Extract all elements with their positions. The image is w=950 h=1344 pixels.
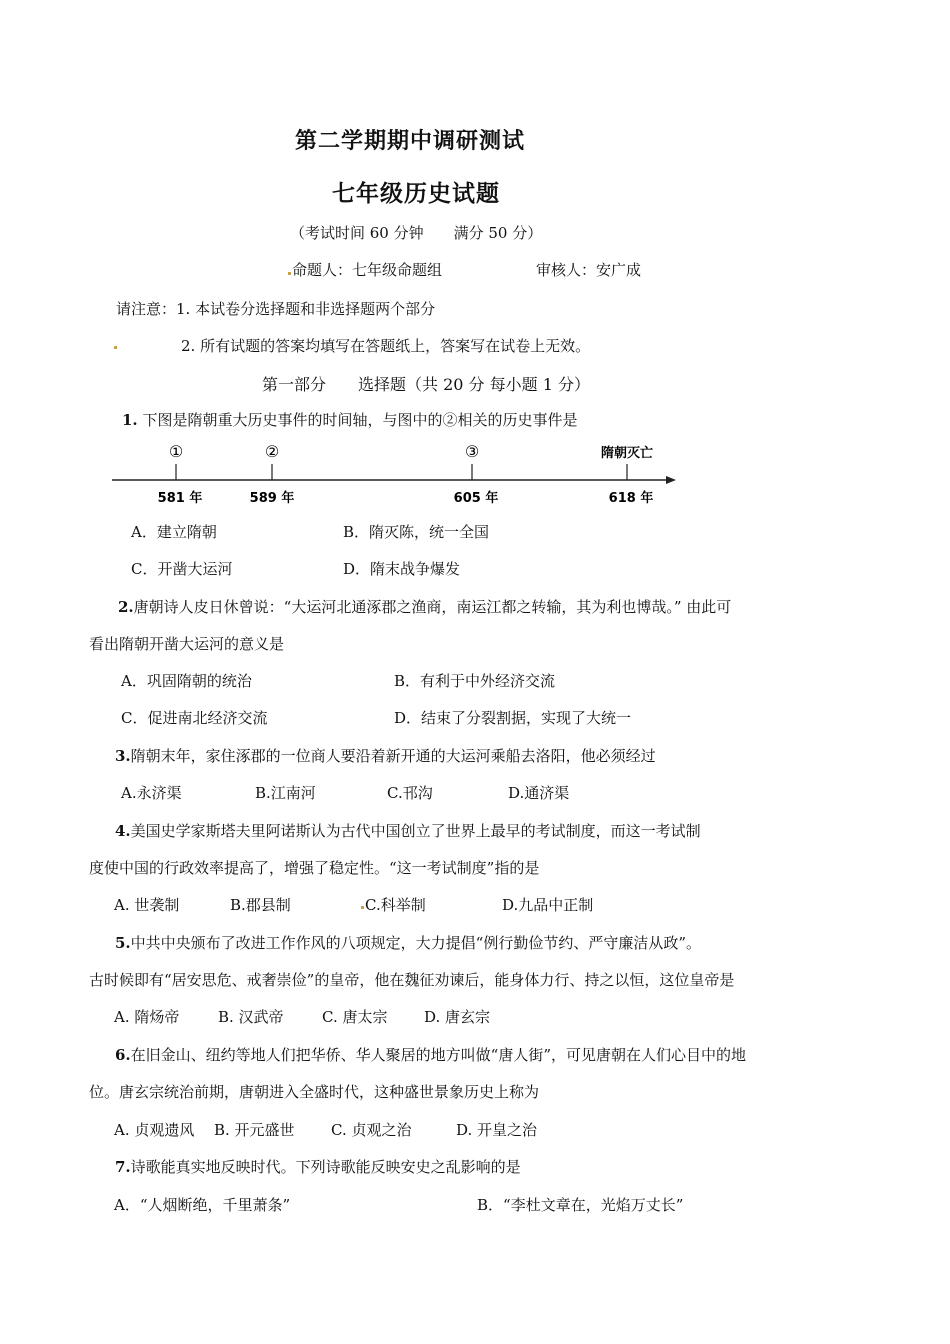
year-2: 589 年	[249, 491, 295, 506]
speck-mark	[114, 346, 117, 349]
question-number: 7.	[115, 1158, 131, 1176]
question-text: 中共中央颁布了改进工作作风的八项规定，大力提倡“例行勤俭节约、严守廉洁从政”。	[130, 934, 702, 952]
option-5b: B. 汉武帝	[218, 1008, 284, 1026]
option-5d: D. 唐玄宗	[424, 1008, 491, 1026]
option-4c: C.科举制	[365, 896, 426, 914]
question-6-stem-cont: 位。唐玄宗统治前期，唐朝进入全盛时代，这种盛世景象历史上称为	[89, 1083, 540, 1101]
question-text: 在旧金山、纽约等地人们把华侨、华人聚居的地方叫做“唐人街”，可见唐朝在人们心目中的地	[130, 1046, 747, 1064]
section-heading: 第一部分 选择题（共 20 分 每小题 1 分）	[262, 375, 590, 394]
question-text: 美国史学家斯塔夫里阿诺斯认为古代中国创立了世界上最早的考试制度，而这一考试制	[130, 822, 701, 840]
speck-mark	[361, 906, 364, 909]
option-6b: B. 开元盛世	[214, 1121, 295, 1139]
question-2-stem-cont: 看出隋朝开凿大运河的意义是	[89, 635, 285, 653]
question-1-stem	[122, 409, 577, 430]
option-2b: B．有利于中外经济交流	[394, 672, 556, 690]
marker-1: ①	[168, 442, 184, 461]
marker-3: ③	[464, 442, 480, 461]
option-5a: A. 隋炀帝	[114, 1008, 180, 1026]
question-number: 1.	[122, 411, 138, 429]
year-4: 618 年	[608, 491, 654, 506]
option-1b: B．隋灭陈，统一全国	[343, 523, 490, 541]
option-6d: D. 开皇之治	[456, 1121, 538, 1139]
option-1c: C．开凿大运河	[131, 560, 233, 578]
option-2c: C．促进南北经济交流	[121, 709, 268, 727]
note-2: 2. 所有试题的答案均填写在答题纸上，答案写在试卷上无效。	[181, 337, 591, 355]
question-number: 2.	[118, 598, 134, 616]
question-number: 4.	[115, 822, 131, 840]
exam-subtitle: 七年级历史试题	[332, 181, 500, 207]
option-6c: C. 贞观之治	[331, 1121, 412, 1139]
marker-2: ②	[264, 442, 280, 461]
option-5c: C. 唐太宗	[322, 1008, 388, 1026]
note-1: 请注意：1. 本试卷分选择题和非选择题两个部分	[116, 300, 436, 318]
option-3a: A.永济渠	[121, 784, 182, 802]
reviewer-line: 审核人：安广成	[536, 261, 642, 279]
question-5-stem-cont: 古时候即有“居安思危、戒奢崇俭”的皇帝，他在魏征劝谏后，能身体力行、持之以恒，这位皇帝是	[89, 971, 735, 989]
option-2a: A．巩固隋朝的统治	[121, 672, 252, 690]
question-4-stem-cont: 度使中国的行政效率提高了，增强了稳定性。“这一考试制度”指的是	[89, 859, 540, 877]
option-1d: D．隋末战争爆发	[343, 560, 461, 578]
option-3c: C.邗沟	[387, 784, 433, 802]
option-4d: D.九品中正制	[502, 896, 594, 914]
option-6a: A. 贞观遗风	[114, 1121, 195, 1139]
exam-info: （考试时间 60 分钟 满分 50 分）	[290, 224, 543, 242]
question-number: 6.	[115, 1046, 131, 1064]
question-text: 隋朝末年，家住涿郡的一位商人要沿着新开通的大运河乘船去洛阳，他必须经过	[130, 747, 656, 765]
question-text: 下图是隋朝重大历史事件的时间轴，与图中的②相关的历史事件是	[142, 411, 578, 429]
question-2-stem	[118, 596, 731, 617]
question-7-stem	[115, 1156, 521, 1177]
arrow-head-icon	[666, 476, 676, 484]
question-4-stem	[115, 820, 701, 841]
author-line: 命题人：七年级命题组	[292, 261, 443, 279]
question-3-stem	[115, 745, 656, 766]
option-3d: D.通济渠	[508, 784, 570, 802]
speck-mark	[288, 272, 291, 275]
option-1a: A．建立隋朝	[131, 523, 217, 541]
option-7a: A．“人烟断绝，千里萧条”	[114, 1196, 291, 1214]
timeline-diagram	[110, 440, 690, 515]
question-number: 5.	[115, 934, 131, 952]
question-text: 诗歌能真实地反映时代。下列诗歌能反映安史之乱影响的是	[130, 1158, 521, 1176]
year-1: 581 年	[157, 491, 203, 506]
question-6-stem	[115, 1044, 746, 1065]
option-2d: D．结束了分裂割据，实现了大统一	[394, 709, 632, 727]
exam-title: 第二学期期中调研测试	[295, 129, 526, 154]
marker-4: 隋朝灭亡	[600, 446, 654, 461]
question-text: 唐朝诗人皮日休曾说：“大运河北通涿郡之渔商，南运江都之转输，其为利也博哉。” 由此可	[133, 598, 732, 616]
option-4a: A. 世袭制	[114, 896, 180, 914]
year-3: 605 年	[453, 491, 499, 506]
option-3b: B.江南河	[255, 784, 316, 802]
option-7b: B．“李杜文章在，光焰万丈长”	[477, 1196, 684, 1214]
question-number: 3.	[115, 747, 131, 765]
option-4b: B.郡县制	[230, 896, 291, 914]
question-5-stem	[115, 932, 701, 953]
